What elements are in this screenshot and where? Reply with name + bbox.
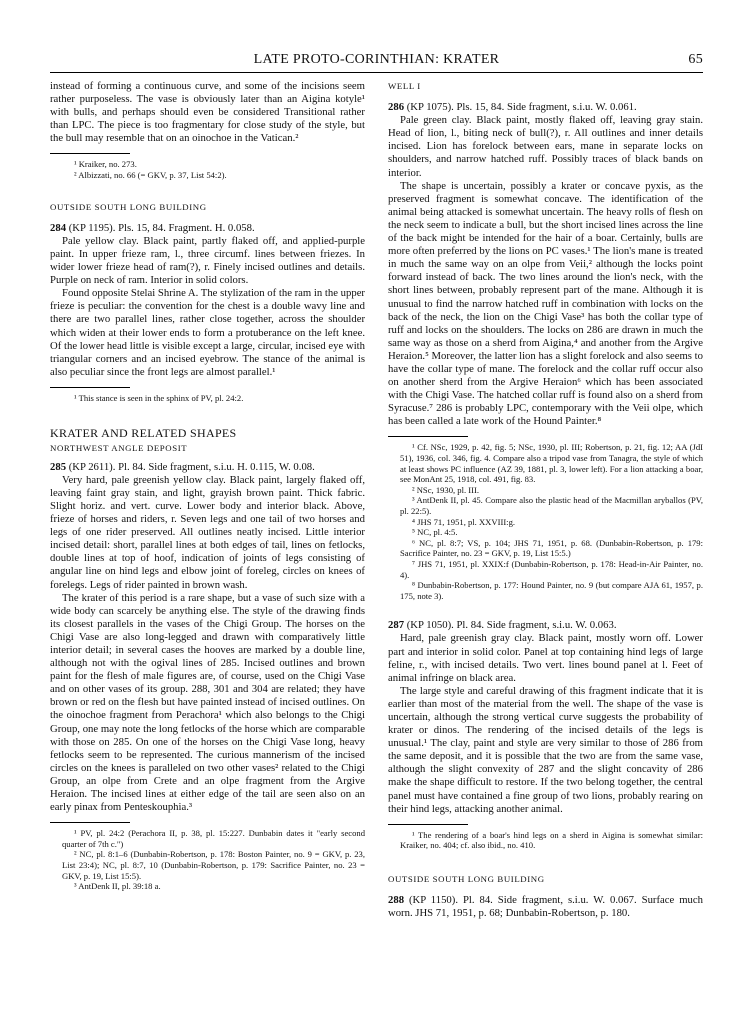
- entry-discussion: The large style and careful drawing of this fragment indicate that it is earlier than most of the material from the well. The shape of the vase is uncertain, although the strong vertical curve suggests the probability of krater or dinos. The rendering of the incised details of the legs is unusual.¹ The clay, paint and style are very similar to those of 286 from the same deposit, and it is possible that the two are from the same vase, although the slight convexity of 287 and the slight concavity of 286 make the shape difficult to restore. If the two belong together, the central panel must have contained a fine group of two lions, probably rearing on their hind legs, attacking another animal.: [388, 684, 703, 815]
- intro-paragraph: instead of forming a continuous curve, and some of the incisions seem rather purposeless. The vase is obviously later than an Aigina kotyle¹ with bulls, and perhaps should even be considered Transitional rather than LPC. The piece is too fragmentary for close study of the style, but the bull may resemble that on an oinochoe in the Vatican.²: [50, 80, 365, 145]
- right-column: [388, 80, 703, 920]
- running-header: [50, 52, 703, 72]
- spacer: [388, 601, 703, 619]
- entry-description: Pale green clay. Black paint, mostly flaked off, leaving gray stain. Head of lion, l., biting neck of bull(?), r. All outlines and inner details incised. Lion has forelock between ears, mane in separate locks on shoulders, and narrow hatched ruff. Possibly traces of black bands on interior.: [388, 114, 703, 179]
- header-rule: [50, 72, 703, 73]
- footnote: ⁸ Dunbabin-Robertson, p. 177: Hound Painter, no. 9 (but compare AJA 61, 1957, p. 175, note 3).: [400, 580, 703, 601]
- page-number: 65: [688, 52, 703, 67]
- entry-number: 288: [388, 894, 405, 907]
- footnote: ¹ The rendering of a boar's hind legs on a sherd in Aigina is somewhat similar: Kraiker, no. 404; cf. also ibid., no. 410.: [400, 829, 703, 851]
- footnote: ¹ This stance is seen in the sphinx of PV, pl. 24:2.: [74, 392, 244, 403]
- footnote: ⁷ JHS 71, 1951, pl. XXIX:f (Dunbabin-Robertson, p. 178: Head-in-Air Painter, no. 4).: [400, 558, 703, 580]
- footnote: ⁴ JHS 71, 1951, pl. XXVIII:g.: [412, 516, 516, 527]
- footnote-rule: [388, 824, 468, 825]
- entry-header: (KP 1050). Pl. 84. Side fragment, s.i.u. W. 0.063.: [404, 619, 617, 632]
- section-heading: WELL I: [388, 81, 421, 91]
- section-heading: OUTSIDE SOUTH LONG BUILDING: [388, 873, 545, 884]
- entry-discussion: Found opposite Stelai Shrine A. The stylization of the ram in the upper frieze is peculiar: the convention for the chest is a double wavy line and there are two parallel lines, rather close together, across the shoulder which widen at their lower ends to form a protuberance on the left knee. Of the lower head little is visible except a large, circular, incised eye with triangular corners and an incised eyebrow. The stance of the animal is also peculiar since the front legs are almost parallel.¹: [50, 287, 365, 378]
- catalog-entry-285: [50, 461, 365, 474]
- entry-header: (KP 1195). Pls. 15, 84. Fragment. H. 0.058.: [66, 221, 255, 234]
- footnote: ² Albizzati, no. 66 (= GKV, p. 37, List 54:2).: [74, 170, 227, 181]
- entry-description: Hard, pale greenish gray clay. Black paint, mostly worn off. Lower part and interior in solid color. Panel at top containing hind legs of large feline, r., with incised details. Two vert. lines bound panel at l. Feet of animal infringe on black area.: [388, 632, 703, 684]
- entry-discussion: The shape is uncertain, possibly a krater or concave pyxis, as the preserved fragment is somewhat concave. The identification of the animal being attacked is somewhat uncertain. The heavy rolls of flesh on the neck seem to indicate a bull, but the short incised lines across the line of the back might be intended for the hair of a boar. Certainly, bulls are more often preferred by the lions on PC vases.¹ The lion's mane is treated in much the same way on an olpe from Veii,² although the locks point forward instead of back. The two lines around the lion's neck, with the short lines between, probably represent part of the mane. Although it is unusual to find the narrow hatched ruff in combination with locks on the back of the neck, the lion on the Chigi Vase³ has both the collar type of ruff and locks on the shoulders. The locks on 286 are drawn in much the same way as those on a sherd from Aigina,⁴ and another from the Argive Heraion.⁵ Moreover, the latter lion has a slight forelock and also seems to have the collar type of mane. The forelock and the collar ruff occur also on another sherd from the Argive Heraion⁶ which has been associated with the Chigi Vase. The hatched collar ruff is found also on a sherd from Syracuse.⁷ 286 is probably LPC, contemporary with the Veii olpe, which has been called a late work of the Hound Painter.⁸: [388, 179, 703, 428]
- footnote-rule: [50, 387, 130, 388]
- footnote-rule: [50, 822, 130, 823]
- entry-description: Pale yellow clay. Black paint, partly flaked off, and applied-purple paint. In upper frieze ram, l., three circumf. lines between friezes. In wider lower frieze head of ram(?), r. Finely incised outlines and details. Purple on neck of ram. Interior in solid colors.: [50, 234, 365, 287]
- running-title: LATE PROTO-CORINTHIAN: KRATER: [253, 52, 500, 67]
- footnote-rule: [50, 153, 130, 154]
- footnote: ² NC, pl. 8:1–6 (Dunbabin-Robertson, p. 178: Boston Painter, no. 9 = GKV, p. 23, List 23:4); NC, pl. 8:7, 10 (Dunbabin-Robertson, p. 179: Sacrifice Painter, no. 23 = GKV, p. 19, List 15:5).: [62, 849, 365, 881]
- footnote: ³ AntDenk II, pl. 39:18 a.: [74, 881, 161, 892]
- footnote: ¹ Kraiker, no. 273.: [74, 159, 137, 170]
- catalog-entry-287: [388, 619, 703, 632]
- footnote: ² NSc, 1930, pl. III.: [412, 484, 480, 495]
- footnote: ¹ Cf. NSc, 1929, p. 42, fig. 5; NSc, 1930, pl. III; Robertson, p. 21, fig. 12; AA (JdI 51), 1936, col. 346, fig. 4. Compare also a tripod vase from Tanagra, the style of which at least shows PC influence (AZ 39, 1881, pl. 3, lower left). For a lion attacking a boar, see MonAnt 25, 1918, col. 491, fig. 83.: [400, 442, 703, 485]
- section-subheading: NORTHWEST ANGLE DEPOSIT: [50, 442, 188, 453]
- entry-header: (KP 2611). Pl. 84. Side fragment, s.i.u. H. 0.115, W. 0.08.: [66, 460, 315, 473]
- entry-number: 287: [388, 619, 405, 632]
- footnote: ¹ PV, pl. 24:2 (Perachora II, p. 38, pl. 15:227. Dunbabin dates it "early second quarter of 7th c."): [62, 828, 365, 849]
- catalog-entry-286: [388, 101, 703, 114]
- footnote: ³ AntDenk II, pl. 45. Compare also the plastic head of the Macmillan aryballos (PV, pl. 22:5).: [400, 495, 703, 516]
- footnote: ⁵ NC, pl. 4:5.: [412, 527, 458, 538]
- footnote: ⁶ NC, pl. 8:7; VS, p. 104; JHS 71, 1951, p. 68. (Dunbabin-Robertson, p. 179: Sacrifice Painter, no. 23 = GKV, p. 19, List 15:5.): [400, 537, 703, 559]
- entry-number: 284: [50, 221, 67, 234]
- entry-discussion: The krater of this period is a rare shape, but a vase of such size with a wide body can scarcely be anything else. The style of the drawing finds its closest parallels in the vases of the Chigi Group. The horses on the Chigi Vase are also long-legged and drawn with comparatively little interior detail; in several cases the hooves are marked by a double line, although not with the ogival lines of 285. Incised outlines and brown paint for the flesh of male figures are, of course, used on the Chigi Vase and on other vases of its group. 288, 301 and 304 are related; they have brown or red on the flesh but have painted instead of incised outlines. On the oinochoe fragment from Perachora¹ which also belongs to the Chigi Group, one may note the long fetlocks of the horse which are comparable with those on 285. On one of the horses on the Chigi Vase long, heavy fetlocks seem to be represented. The curious mannerism of the incised circles on the knees is paralleled on two other vases² related to the Chigi Group, an olpe from Crete and an olpe fragment from the Argive Heraion. The incised lines at either edge of the tail are seen also on an early pinax from Penteskouphia.³: [50, 591, 365, 814]
- catalog-entry-288: [388, 894, 703, 920]
- entry-number: 286: [388, 101, 405, 114]
- section-heading: OUTSIDE SOUTH LONG BUILDING: [50, 201, 207, 212]
- entry-number: 285: [50, 460, 67, 473]
- entry-header: (KP 1150). Pl. 84. Side fragment, s.i.u. W. 0.067. Surface much worn. JHS 71, 1951, p. 68; Dunbabin-Robertson, p. 180.: [388, 894, 703, 920]
- left-column: [50, 80, 365, 892]
- entry-description: Very hard, pale greenish yellow clay. Black paint, largely flaked off, leaving faint gray stain, and light, grayish brown paint. Thick fabric. Slight horiz. and vert. curve. Lower body and interior black. Above, frieze of horses and riders, r. Seven legs and one tail of two horses and legs of one rider preserved. All outlines neatly incised. Little interior incised detail: short, parallel lines at both edges of tail, lines on fetlocks, double lines at top of hoof, indication of joints of legs consisting of angular line on hind legs and elbow joint of foreleg, circles on knees of forelegs. Legs of rider painted in brown wash.: [50, 473, 365, 591]
- catalog-entry-284: [50, 222, 365, 235]
- footnote-rule: [388, 436, 468, 437]
- entry-header: (KP 1075). Pls. 15, 84. Side fragment, s.i.u. W. 0.061.: [404, 101, 637, 114]
- chapter-heading: KRATER AND RELATED SHAPES: [50, 426, 237, 441]
